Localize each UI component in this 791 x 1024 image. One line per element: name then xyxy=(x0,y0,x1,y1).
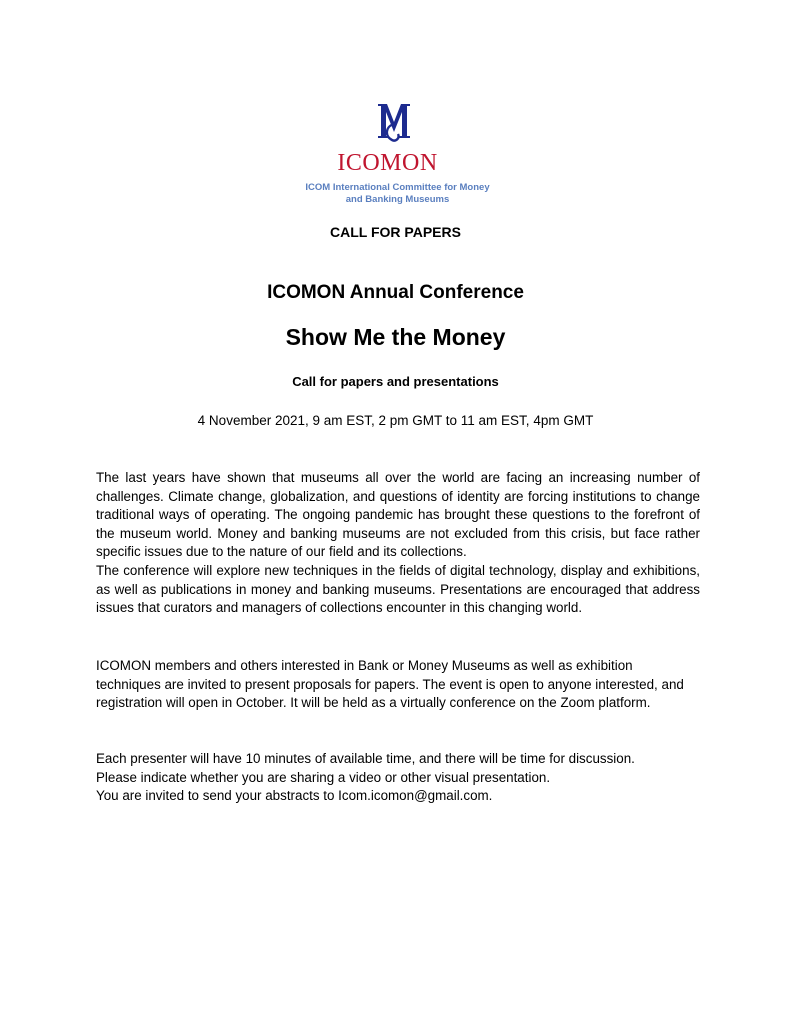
intro-text-part1: The last years have shown that museums all over the world are facing an increasing number of challenges. Climate change, globalization, and questions of identity are forcing institutions to change traditional ways of operating. The ongoing pandemic has brought these questions to the forefront of the museum world. Money and banking museums are not excluded from this crisis, but face rather specific issues due to the nature of our field and its collections. xyxy=(96,470,700,560)
icomon-logo xyxy=(270,100,520,212)
invitation-text: ICOMON members and others interested in Bank or Money Museums as well as exhibition techniques are invited to present proposals for papers. The event is open to anyone interested, and registration will open in October. It will be held as a virtually conference on the Zoom platform. xyxy=(96,658,684,711)
event-date: 4 November 2021, 9 am EST, 2 pm GMT to 11 am EST, 4pm GMT xyxy=(197,413,594,428)
event-subtitle: Call for papers and presentations xyxy=(292,374,499,389)
intro-text-part2: The conference will explore new techniques in the fields of digital technology, display and exhibitions, as well as publications in money and banking museums. Presentations are encouraged that address issues that curators and managers of collections encounter in this changing world. xyxy=(96,562,700,616)
intro-paragraph xyxy=(96,469,700,618)
presenter-line1: Each presenter will have 10 minutes of available time, and there will be time for discussion. xyxy=(96,751,635,766)
icomon-monogram-icon xyxy=(374,100,414,144)
logo-subtitle-line2: and Banking Museums xyxy=(345,194,450,205)
call-for-papers-heading: CALL FOR PAPERS xyxy=(330,224,461,240)
event-title: Show Me the Money xyxy=(285,324,506,350)
logo-name: ICOMON xyxy=(337,150,438,176)
presenter-line3: You are invited to send your abstracts to Icom.icomon@gmail.com. xyxy=(96,788,493,804)
invitation-paragraph xyxy=(96,657,700,713)
presenter-paragraph xyxy=(96,750,700,806)
logo-subtitle-line1: ICOM International Committee for Money xyxy=(305,182,490,193)
presenter-line2: Please indicate whether you are sharing a video or other visual presentation. xyxy=(96,769,551,785)
conference-heading: ICOMON Annual Conference xyxy=(267,282,524,303)
